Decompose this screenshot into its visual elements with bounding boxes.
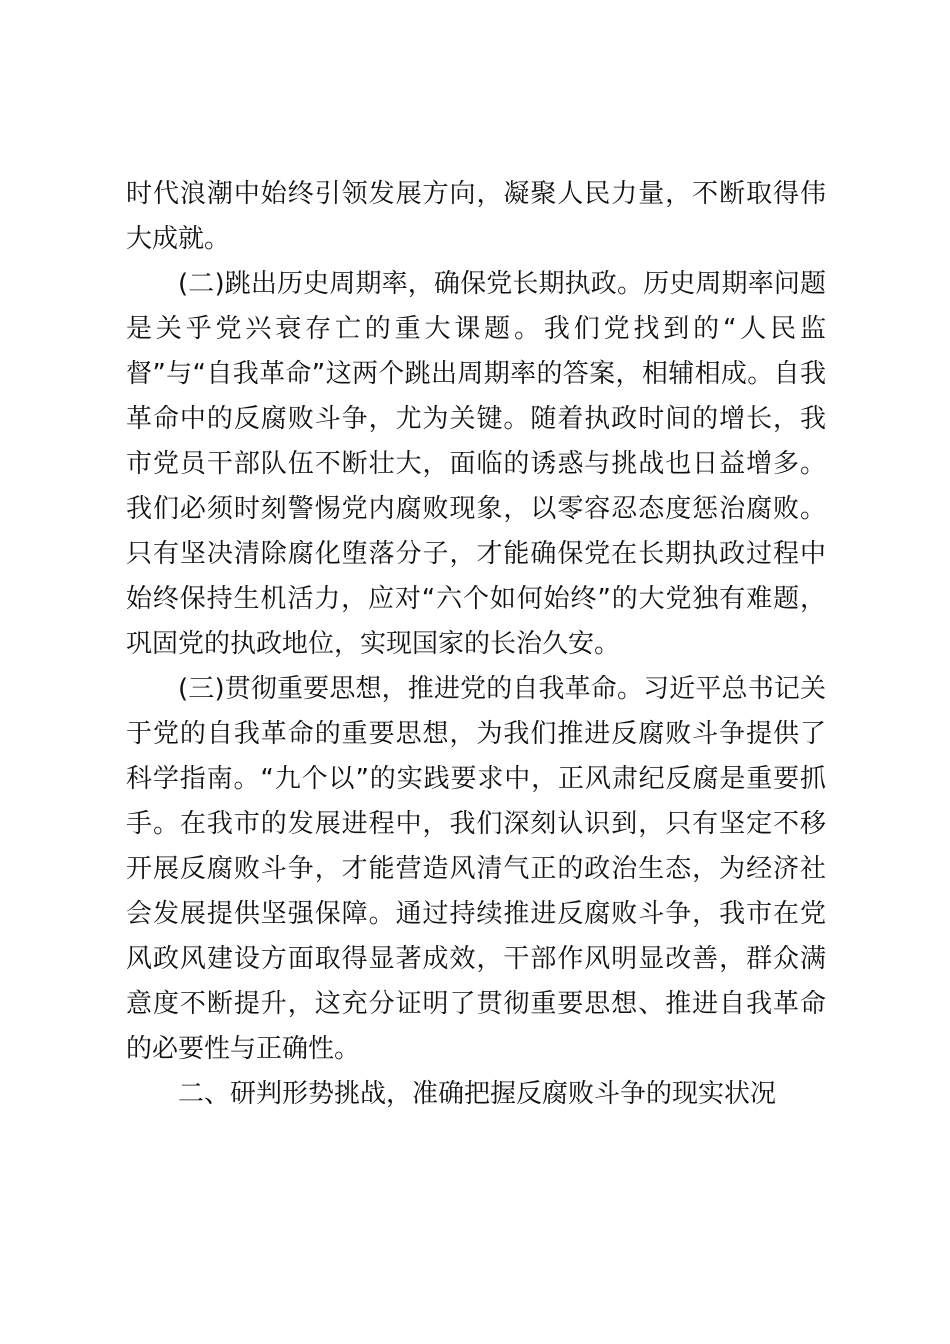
paragraph-section-2: (二)跳出历史周期率，确保党长期执政。历史周期率问题是关乎党兴衰存亡的重大课题。我们党找到的“人民监督”与“自我革命”这两个跳出周期率的答案，相辅相成。自我革命中的反腐败斗争，尤为关键。随着执政时间的增长，我市党员干部队伍不断壮大，面临的诱惑与挑战也日益增多。我们必须时刻警惕党内腐败现象，以零容忍态度惩治腐败。只有坚决清除腐化堕落分子，才能确保党在长期执政过程中始终保持生机活力，应对“六个如何始终”的大党独有难题，巩固党的执政地位，实现国家的长治久安。 <box>126 269 826 659</box>
section-heading: 二、研判形势挑战，准确把握反腐败斗争的现实状况 <box>178 1079 777 1109</box>
paragraph-section-3: (三)贯彻重要思想，推进党的自我革命。习近平总书记关于党的自我革命的重要思想，为我们推进反腐败斗争提供了科学指南。“九个以”的实践要求中，正风肃纪反腐是重要抓手。在我市的发展进程中，我们深刻认识到，只有坚定不移开展反腐败斗争，才能营造风清气正的政治生态，为经济社会发展提供坚强保障。通过持续推进反腐败斗争，我市在党风政风建设方面取得显著成效，干部作风明显改善，群众满意度不断提升，这充分证明了贯彻重要思想、推进自我革命的必要性与正确性。 <box>126 674 826 1064</box>
paragraph-continuation: 时代浪潮中始终引领发展方向，凝聚人民力量，不断取得伟大成就。 <box>126 179 826 254</box>
document-body <box>126 172 826 1117</box>
